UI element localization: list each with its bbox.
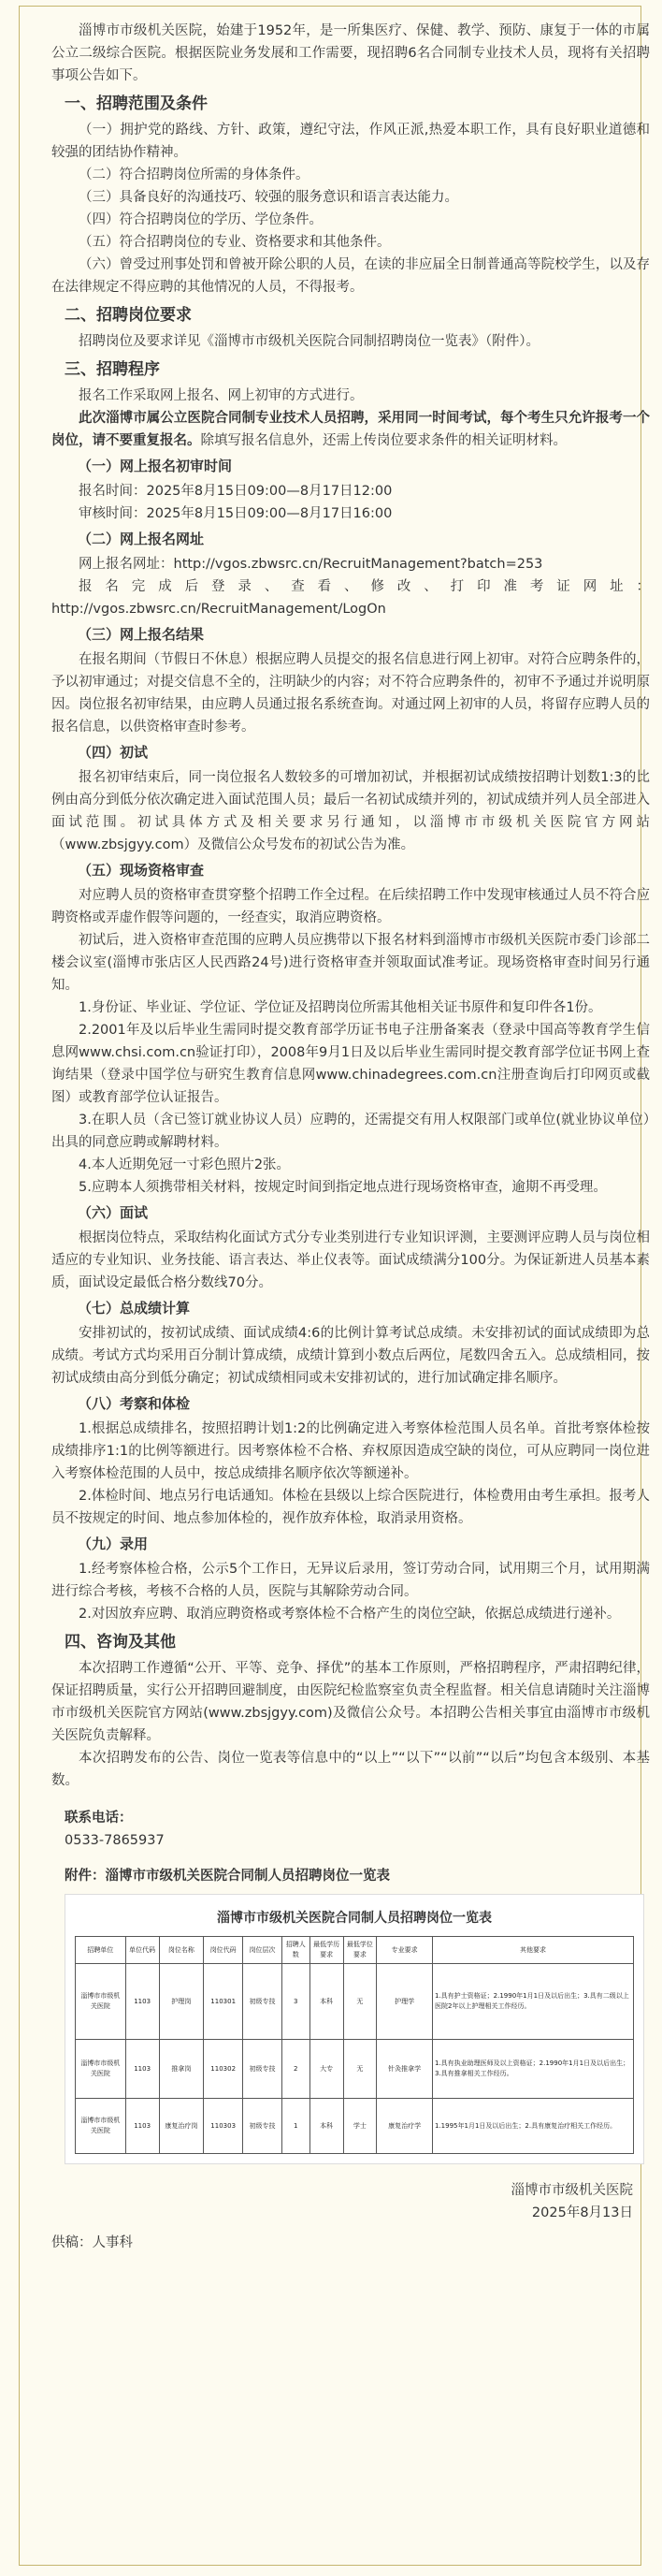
interview-paragraph: 根据岗位特点，采取结构化面试方式分专业类别进行专业知识评测，主要测评应聘人员与岗位相适应的专业知识、业务技能、语言表达、举止仪表等。面试成绩满分100分。为保证新进人员基本素质，面试设定最低合格分数线70分。	[51, 1230, 650, 1290]
table-header: 招聘人数	[281, 1937, 309, 1964]
table-header: 最低学位要求	[343, 1937, 377, 1964]
table-cell: 淄博市市级机关医院	[76, 1964, 126, 2040]
sec3-p2	[51, 407, 650, 452]
result-paragraph: 在报名期间（节假日不休息）根据应聘人员提交的报名信息进行网上初审。对符合应聘条件的，予以初审通过；对提交信息不全的，注明缺少的内容；对不符合应聘条件的，初审不予通过并说明原因。岗位报名初审结果，由应聘人员通过报名系统查询。对通过网上初审的人员，将留存应聘人员的报名信息，以供资格审查时参考。	[51, 652, 650, 735]
sec1-item: （六）曾受过刑事处罚和曾被开除公职的人员，在读的非应届全日制普通高等院校学生，以及存在法律规定不得应聘的其他情况的人员，不得报考。	[51, 257, 650, 295]
sec1-item: （三）具备良好的沟通技巧、较强的服务意识和语言表达能力。	[79, 190, 458, 205]
contact-label: 联系电话：	[65, 1811, 133, 1826]
table-cell: 本科	[309, 1964, 343, 2040]
register-time: 报名时间：2025年8月15日09:00—8月17日12:00	[79, 484, 393, 499]
qualification-item: 5.应聘本人须携带相关材料，按规定时间到指定地点进行现场资格审查，逾期不再受理。	[79, 1180, 607, 1195]
table-header: 岗位层次	[243, 1937, 282, 1964]
table-header: 最低学历要求	[309, 1937, 343, 1964]
table-cell: 1.具有护士资格证；2.1990年1月1日及以后出生；3.具有二级以上医院2年以上护理相关工作经历。	[433, 1964, 634, 2040]
sec2-text: 招聘岗位及要求详见《淄博市市级机关医院合同制招聘岗位一览表》（附件）。	[79, 334, 540, 349]
exam-p1: 1.根据总成绩排名，按照招聘计划1:2的比例确定进入考察体检范围人员名单。首批考察体检按成绩排序1:1的比例等额进行。因考察体检不合格、弃权原因造成空缺的岗位，可从应聘同一岗位进入考察体检范围的人员中，按总成绩排名顺序依次等额递补。	[51, 1421, 650, 1481]
table-cell: 推拿岗	[159, 2040, 204, 2099]
initial-test-paragraph: 报名初审结束后，同一岗位报名人数较多的可增加初试，并根据初试成绩按招聘计划数1:3的比例由高分到低分依次确定进入面试范围人员；最后一名初试成绩并列的，初试成绩并列人员全部进入面试范围。初试具体方式及相关要求另行通知，以淄博市市级机关医院官方网站（www.zbsjgyy.com）及微信公众号发布的初试公告为准。	[51, 770, 650, 852]
table-cell: 1103	[125, 2040, 159, 2099]
table-cell: 学士	[343, 2099, 377, 2154]
table-cell: 2	[281, 2040, 309, 2099]
exam-p2: 2.体检时间、地点另行电话通知。体检在县级以上综合医院进行，体检费用由考生承担。报考人员不按规定的时间、地点参加体检的，视作放弃体检，取消录用资格。	[51, 1489, 650, 1526]
sub-title-website: （二）网上报名网址	[78, 531, 205, 547]
contact-phone: 0533-7865937	[65, 1833, 165, 1848]
table-cell: 1103	[125, 2099, 159, 2154]
consult-p2: 本次招聘发布的公告、岗位一览表等信息中的“以上”“以下”“以前”“以后”均包含本级别、本基数。	[51, 1751, 650, 1788]
table-header: 招聘单位	[76, 1937, 126, 1964]
qualification-item: 2.2001年及以后毕业生需同时提交教育部学历证书电子注册备案表（登录中国高等教育学生信息网www.chsi.com.cn验证打印），2008年9月1日及以后毕业生需同时提交教育部学位证书网上查询结果（登录中国学位与研究生教育信息网www.chinadegrees.com.cn注册查询后打印网页或截图）或教育部学位认证报告。	[51, 1023, 650, 1105]
table-cell: 淄博市市级机关医院	[76, 2099, 126, 2154]
table-header: 单位代码	[125, 1937, 159, 1964]
table-cell: 3	[281, 1964, 309, 2040]
table-header: 岗位代码	[204, 1937, 243, 1964]
table-cell: 1	[281, 2099, 309, 2154]
table-cell: 无	[343, 2040, 377, 2099]
table-cell: 1.具有执业助理医师及以上资格证；2.1990年1月1日及以后出生；3.具有推拿相关工作经历。	[433, 2040, 634, 2099]
table-header: 岗位名称	[159, 1937, 204, 1964]
section-1-title: 一、招聘范围及条件	[65, 95, 208, 113]
qualification-item: 4.本人近期免冠一寸彩色照片2张。	[79, 1157, 291, 1172]
sub-title-result: （三）网上报名结果	[78, 626, 205, 643]
table-cell: 无	[343, 1964, 377, 2040]
section-3-title: 三、招聘程序	[65, 360, 160, 379]
qualification-p1: 对应聘人员的资格审查贯穿整个招聘工作全过程。在后续招聘工作中发现审核通过人员不符合应聘资格或弄虚作假等问题的，一经查实，取消应聘资格。	[51, 888, 650, 925]
table-header: 其他要求	[433, 1937, 634, 1964]
table-cell: 110303	[204, 2099, 243, 2154]
appendix-title: 附件：淄博市市级机关医院合同制人员招聘岗位一览表	[65, 1869, 390, 1884]
job-table-image	[65, 1894, 644, 2164]
hire-p2: 2.对因放弃应聘、取消应聘资格或考察体检不合格产生的岗位空缺，依据总成绩进行递补。	[79, 1607, 621, 1622]
qualification-p2: 初试后，进入资格审查范围的应聘人员应携带以下报名材料到淄博市市级机关医院市委门诊部二楼会议室(淄博市张店区人民西路24号)进行资格审查并领取面试准考证。现场资格审查时间另行通知。	[51, 933, 650, 993]
table-row	[76, 2040, 634, 2099]
table-cell: 初级专技	[243, 2099, 282, 2154]
intro-paragraph: 淄博市市级机关医院，始建于1952年，是一所集医疗、保健、教学、预防、康复于一体的市属公立二级综合医院。根据医院业务发展和工作需要，现招聘6名合同制专业技术人员，现将有关招聘事项公告如下。	[51, 23, 650, 83]
sub-title-total-score: （七）总成绩计算	[78, 1300, 191, 1317]
table-cell: 护理学	[377, 1964, 433, 2040]
sec1-item: （四）符合招聘岗位的学历、学位条件。	[79, 212, 323, 227]
sub-title-exam: （八）考察和体检	[78, 1395, 191, 1412]
sub-title-interview: （六）面试	[78, 1204, 149, 1221]
sec3-p1: 报名工作采取网上报名、网上初审的方式进行。	[79, 388, 364, 403]
table-header: 专业要求	[377, 1937, 433, 1964]
sec1-item: （二）符合招聘岗位所需的身体条件。	[79, 167, 309, 182]
qualification-item: 3.在职人员（含已签订就业协议人员）应聘的，还需提交有用人权限部门或单位(就业协议单位）出具的同意应聘或解聘材料。	[51, 1113, 650, 1150]
contact-block	[65, 1807, 650, 1852]
logon-url[interactable]: 报名完成后登录、查看、修改、打印准考证网址：http://vgos.zbwsrc.cn/RecruitManagement/LogOn	[51, 579, 650, 617]
table-cell: 1103	[125, 1964, 159, 2040]
footer-source: 供稿：人事科	[51, 2235, 133, 2250]
article-frame	[19, 6, 650, 2566]
signature-org: 淄博市市级机关医院	[511, 2183, 633, 2198]
sub-title-online-time: （一）网上报名初审时间	[78, 458, 233, 474]
table-cell: 初级专技	[243, 1964, 282, 2040]
signature-date: 2025年8月13日	[531, 2205, 633, 2220]
consult-p1: 本次招聘工作遵循“公开、平等、竞争、择优”的基本工作原则，严格招聘程序，严肃招聘纪律，保证招聘质量，实行公开招聘回避制度，由医院纪检监察室负责全程监督。相关信息请随时关注淄博市市级机关医院官方网站(www.zbsjgyy.com)及微信公众号。本招聘公告相关事宜由淄博市市级机关医院负责解释。	[51, 1661, 650, 1743]
table-cell: 康复治疗学	[377, 2099, 433, 2154]
qualification-item: 1.身份证、毕业证、学位证、学位证及招聘岗位所需其他相关证书原件和复印件各1份。	[79, 1000, 602, 1015]
hire-p1: 1.经考察体检合格，公示5个工作日，无异议后录用，签订劳动合同，试用期三个月，试用期满进行综合考核，考核不合格的人员，医院与其解除劳动合同。	[51, 1562, 650, 1599]
table-cell: 110302	[204, 2040, 243, 2099]
register-url[interactable]: 网上报名网址：http://vgos.zbwsrc.cn/RecruitManagement?batch=253	[79, 557, 543, 572]
table-cell: 大专	[309, 2040, 343, 2099]
table-cell: 淄博市市级机关医院	[76, 2040, 126, 2099]
table-row	[76, 1964, 634, 2040]
table-header-row	[76, 1937, 634, 1964]
sec3-p2-bold: 此次淄博市属公立医院合同制专业技术人员招聘，采用同一时间考试，每个考生只允许报考一个岗位，请不要重复报名。	[51, 411, 650, 448]
sub-title-hire: （九）录用	[78, 1535, 149, 1552]
table-cell: 护理岗	[159, 1964, 204, 2040]
sub-title-initial-test: （四）初试	[78, 744, 149, 761]
table-row	[76, 2099, 634, 2154]
table-cell: 康复治疗岗	[159, 2099, 204, 2154]
review-time: 审核时间：2025年8月15日09:00—8月17日16:00	[79, 506, 393, 521]
article-content	[51, 20, 650, 2254]
sec1-item: （五）符合招聘岗位的专业、资格要求和其他条件。	[79, 235, 391, 250]
sec3-p2-rest: 除填写报名信息外，还需上传岗位要求条件的相关证明材料。	[200, 433, 567, 448]
table-cell: 初级专技	[243, 2040, 282, 2099]
table-cell: 本科	[309, 2099, 343, 2154]
table-cell: 针灸推拿学	[377, 2040, 433, 2099]
section-4-title: 四、咨询及其他	[65, 1633, 176, 1652]
table-cell: 1.1995年1月1日及以后出生；2.具有康复治疗相关工作经历。	[433, 2099, 634, 2154]
total-score-paragraph: 安排初试的，按初试成绩、面试成绩4:6的比例计算考试总成绩。未安排初试的面试成绩即为总成绩。考试方式均采用百分制计算成绩，成绩计算到小数点后两位，尾数四舍五入。总成绩相同，按初试成绩由高分到低分确定；初试成绩相同或未安排初试的，进行加试确定排名顺序。	[51, 1326, 650, 1386]
sec1-item: （一）拥护党的路线、方针、政策，遵纪守法，作风正派,热爱本职工作，具有良好职业道德和较强的团结协作精神。	[51, 123, 650, 160]
table-cell: 110301	[204, 1964, 243, 2040]
sub-title-qualification: （五）现场资格审查	[78, 862, 205, 879]
job-table-title: 淄博市市级机关医院合同制人员招聘岗位一览表	[217, 1911, 492, 1926]
job-table	[75, 1936, 634, 2154]
section-2-title: 二、招聘岗位要求	[65, 306, 192, 325]
